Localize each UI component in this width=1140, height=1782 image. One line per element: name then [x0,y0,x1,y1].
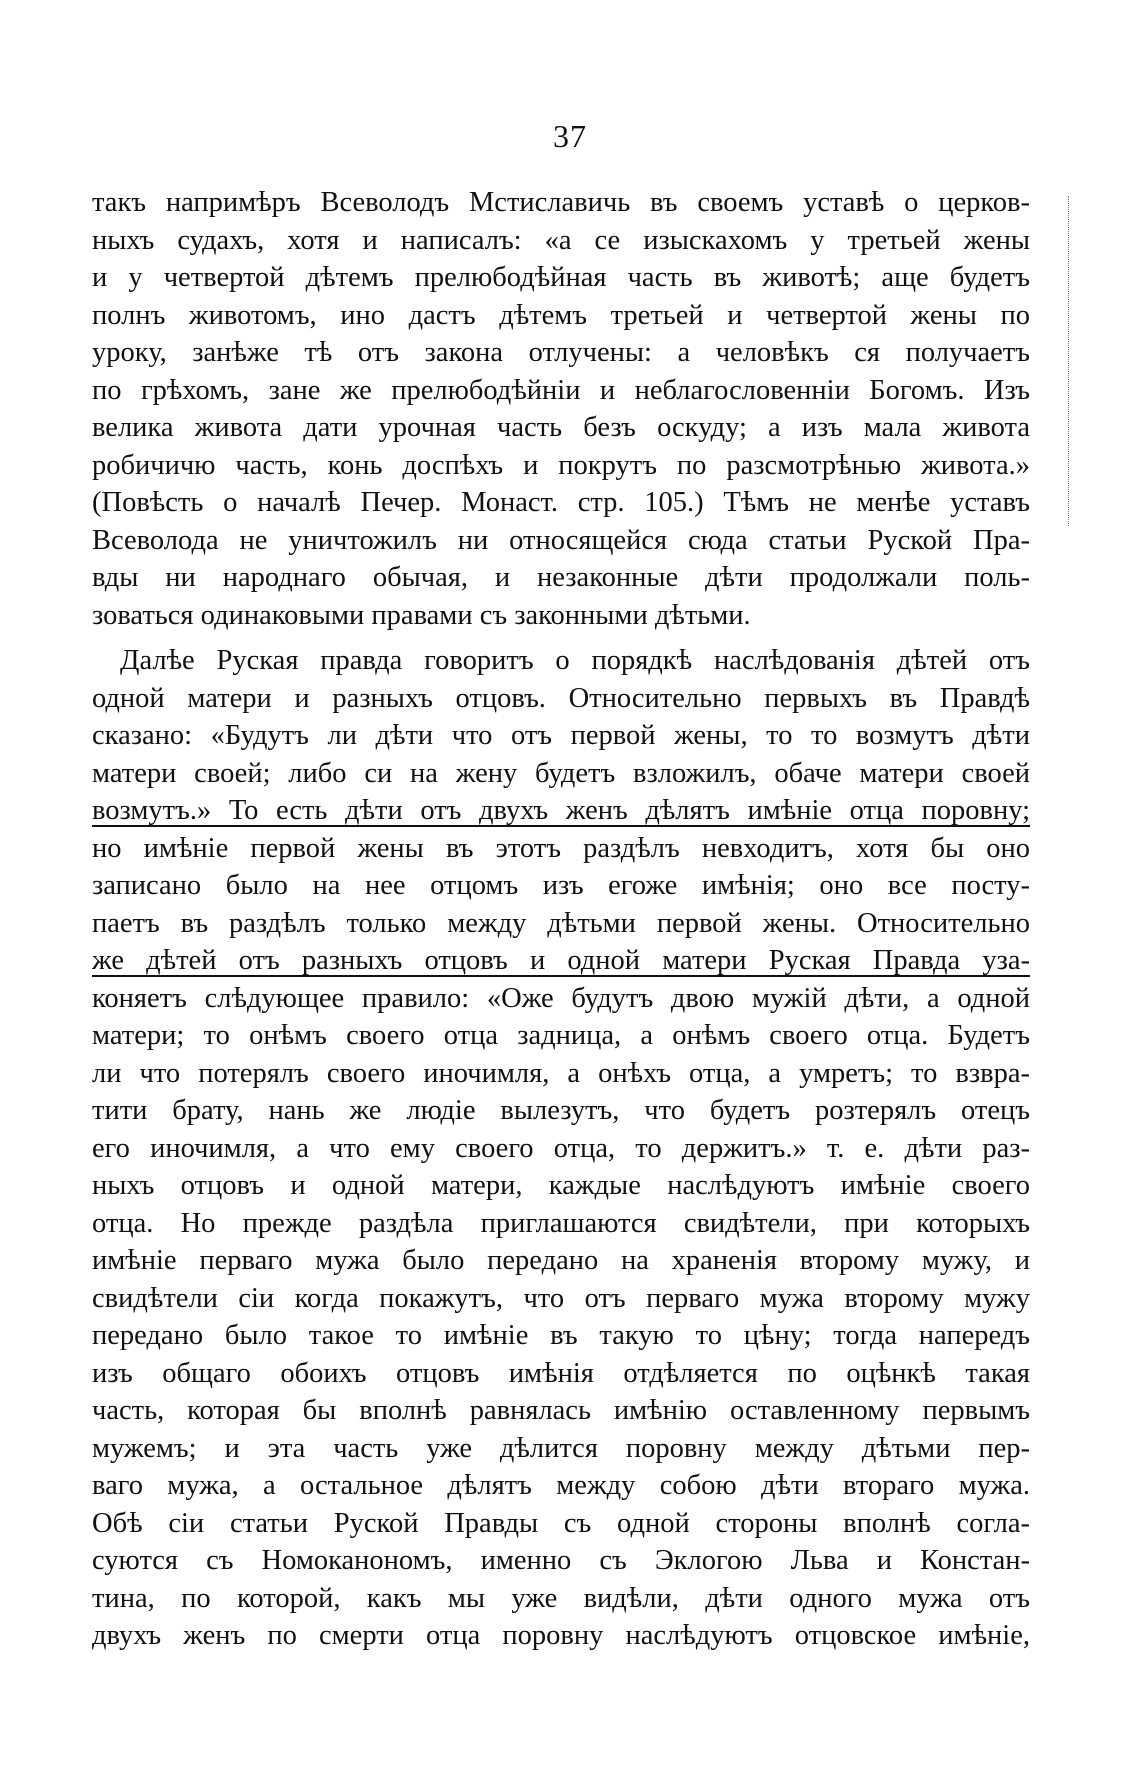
text-line: мужемъ; и эта часть уже дѣлится поровну между дѣтьми пер- [92,1432,1030,1464]
text-line: ваго мужа, а остальное дѣлятъ между собою дѣти втораго мужа. [92,1470,1030,1501]
text-line: Всеволода не уничтожилъ ни относящейся сюда статьи Руской Пра- [92,524,1030,556]
text-line: одной матери и разныхъ отцовъ. Относительно первыхъ въ Правдѣ [92,682,1030,714]
text-line: ныхъ отцовъ и одной матери, каждые наслѣдуютъ имѣніе своего [92,1170,1030,1201]
text-line: зоваться одинаковыми правами съ законными дѣтьми. [92,599,751,631]
text-line: отца. Но прежде раздѣла приглашаются свидѣтели, при которыхъ [92,1207,1030,1239]
text-line: матери; то онѣмъ своего отца задница, а онѣмъ своего отца. Будетъ [92,1020,1030,1051]
text-line: уроку, занѣже тѣ отъ закона отлучены: а человѣкъ ся получаетъ [92,337,1030,368]
text-line: паетъ въ раздѣлъ только между дѣтьми первой жены. Относительно [92,907,1030,939]
text-line: коняетъ слѣдующее правило: «Оже будутъ двою мужій дѣти, а одной [92,982,1030,1014]
text-line: имѣніе перваго мужа было передано на храненія второму мужу, и [92,1245,1030,1276]
paragraph-2 [92,642,1030,1655]
text-line: ли что потерялъ своего иночимля, а онѣхъ отца, а умретъ; то взвра- [92,1057,1030,1089]
text-line: свидѣтели сіи когда покажутъ, что отъ перваго мужа второму мужу [92,1282,1030,1314]
text-line: тити брату, нань же людіе вылезутъ, что будетъ розтерялъ отецъ [92,1095,1030,1126]
text-line: Далѣе Руская правда говоритъ о порядкѣ наслѣдованія дѣтей отъ [120,645,1030,676]
text-line: (Повѣсть о началѣ Печер. Монаст. стр. 105.) Тѣмъ не менѣе уставъ [92,487,1030,518]
text-line: ныхъ судахъ, хотя и написалъ: «а се изыскахомъ у третьей жены [92,224,1030,256]
text-line: тина, по которой, какъ мы уже видѣли, дѣти одного мужа отъ [92,1582,1030,1614]
text-line: записано было на нее отцомъ изъ егоже имѣнія; оно все посту- [92,870,1030,901]
text-line: сказано: «Будутъ ли дѣти что отъ первой жены, то то возмутъ дѣти [92,720,1030,751]
body-text [92,184,1030,1655]
text-line: возмутъ.» То есть дѣти отъ двухъ женъ дѣлятъ имѣніе отца поровну; [92,795,1030,826]
text-line: и у четвертой дѣтемъ прелюбодѣйная часть въ животѣ; аще будетъ [92,262,1030,293]
paragraph-1 [92,184,1030,634]
text-line: вды ни народнаго обычая, и незаконные дѣти продолжали поль- [92,562,1030,593]
text-line: часть, которая бы вполнѣ равнялась имѣнію оставленному первымъ [92,1395,1030,1426]
margin-dotted-mark [1068,196,1071,526]
text-line: Обѣ сіи статьи Руской Правды съ одной стороны вполнѣ согла- [92,1507,1030,1539]
text-line: полнъ животомъ, ино дастъ дѣтемъ третьей и четвертой жены по [92,299,1030,331]
paragraph-gap [92,634,1030,642]
text-line: по грѣхомъ, зане же прелюбодѣйніи и неблагословенніи Богомъ. Изъ [92,374,1030,406]
text-line: суются съ Номоканономъ, именно съ Эклогою Льва и Констан- [92,1545,1030,1576]
text-line: же дѣтей отъ разныхъ отцовъ и одной матери Руская Правда уза- [92,945,1030,976]
text-line: велика живота дати урочная часть безъ оскуду; а изъ мала живота [92,412,1030,443]
text-line: но имѣніе первой жены въ этотъ раздѣлъ невходитъ, хотя бы оно [92,832,1030,864]
text-line: передано было такое то имѣніе въ такую то цѣну; тогда напередъ [92,1320,1030,1351]
text-line: его иночимля, а что ему своего отца, то держитъ.» т. е. дѣти раз- [92,1132,1030,1164]
text-line: такъ напримѣръ Всеволодъ Мстиславичь въ своемъ уставѣ о церков- [92,187,1030,218]
text-line: матери своей; либо си на жену будетъ взложилъ, обаче матери своей [92,757,1030,789]
text-line: робичичю часть, конь доспѣхъ и покрутъ по разсмотрѣнью живота.» [92,449,1030,481]
page-number: 37 [553,118,587,154]
text-line: двухъ женъ по смерти отца поровну наслѣдуютъ отцовское имѣніе, [92,1620,1030,1651]
text-line: изъ общаго обоихъ отцовъ имѣнія отдѣляется по оцѣнкѣ такая [92,1357,1030,1389]
